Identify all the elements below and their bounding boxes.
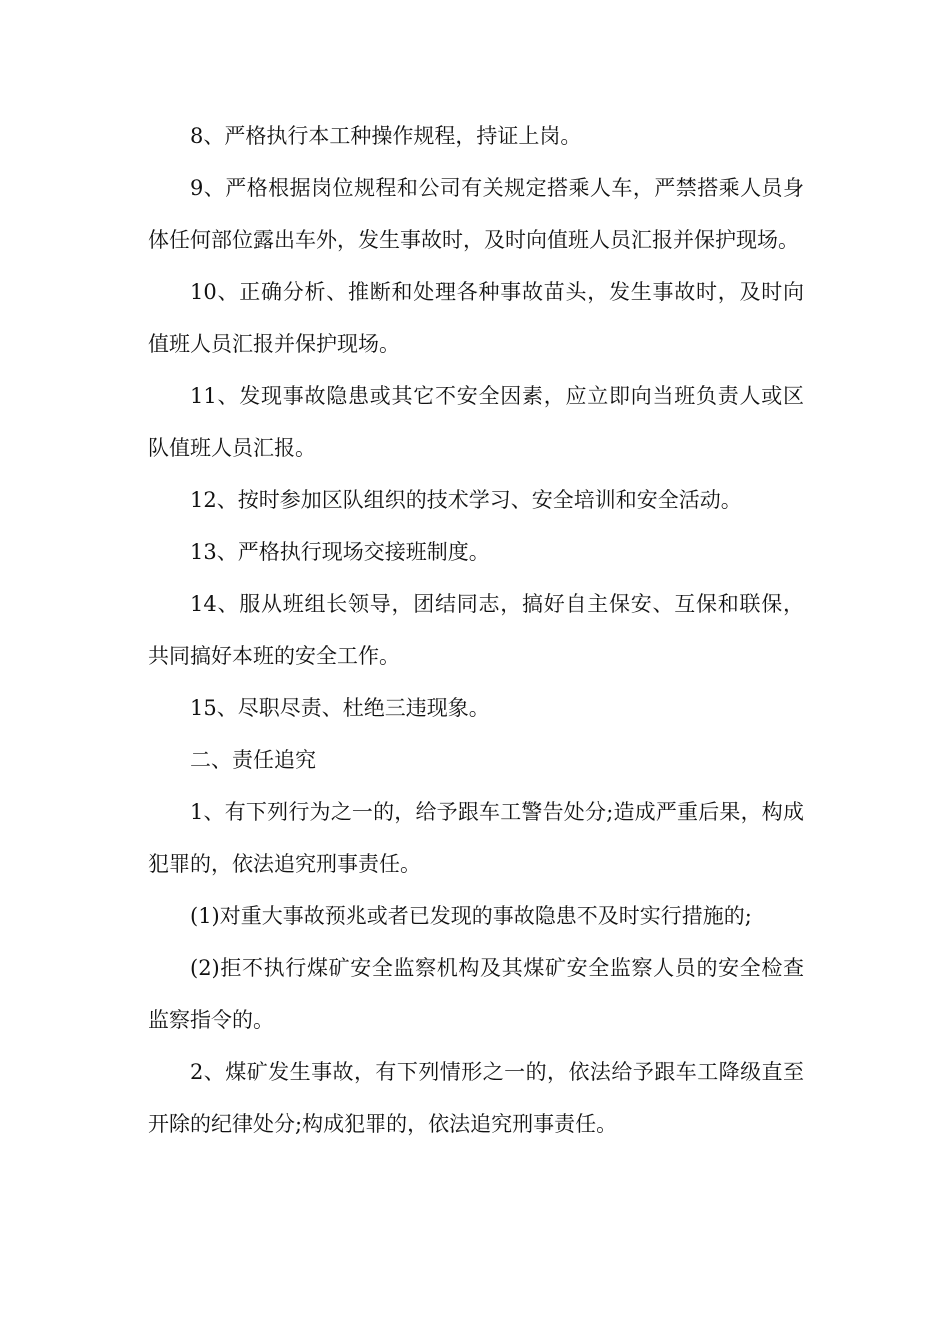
paragraph-liability-1-sub-2: (2)拒不执行煤矿安全监察机构及其煤矿安全监察人员的安全检查监察指令的。 [148, 956, 804, 1032]
paragraph-item-13: 13、严格执行现场交接班制度。 [190, 540, 490, 564]
paragraph-liability-2: 2、煤矿发生事故，有下列情形之一的，依法给予跟车工降级直至开除的纪律处分;构成犯罪的，依法追究刑事责任。 [148, 1060, 804, 1136]
paragraph-item-10: 10、正确分析、推断和处理各种事故苗头，发生事故时，及时向值班人员汇报并保护现场。 [148, 280, 804, 356]
document-body [148, 110, 804, 1150]
paragraph-item-14: 14、服从班组长领导，团结同志，搞好自主保安、互保和联保，共同搞好本班的安全工作。 [148, 592, 804, 668]
paragraph-item-15: 15、尽职尽责、杜绝三违现象。 [190, 696, 490, 720]
section-heading-responsibility: 二、责任追究 [190, 748, 316, 772]
paragraph-item-9: 9、严格根据岗位规程和公司有关规定搭乘人车，严禁搭乘人员身体任何部位露出车外，发生事故时，及时向值班人员汇报并保护现场。 [148, 176, 804, 252]
paragraph-liability-1: 1、有下列行为之一的，给予跟车工警告处分;造成严重后果，构成犯罪的，依法追究刑事责任。 [148, 800, 804, 876]
paragraph-item-8: 8、严格执行本工种操作规程，持证上岗。 [190, 124, 582, 148]
paragraph-item-11: 11、发现事故隐患或其它不安全因素，应立即向当班负责人或区队值班人员汇报。 [148, 384, 804, 460]
paragraph-item-12: 12、按时参加区队组织的技术学习、安全培训和安全活动。 [190, 488, 742, 512]
paragraph-liability-1-sub-1: (1)对重大事故预兆或者已发现的事故隐患不及时实行措施的; [190, 904, 752, 928]
